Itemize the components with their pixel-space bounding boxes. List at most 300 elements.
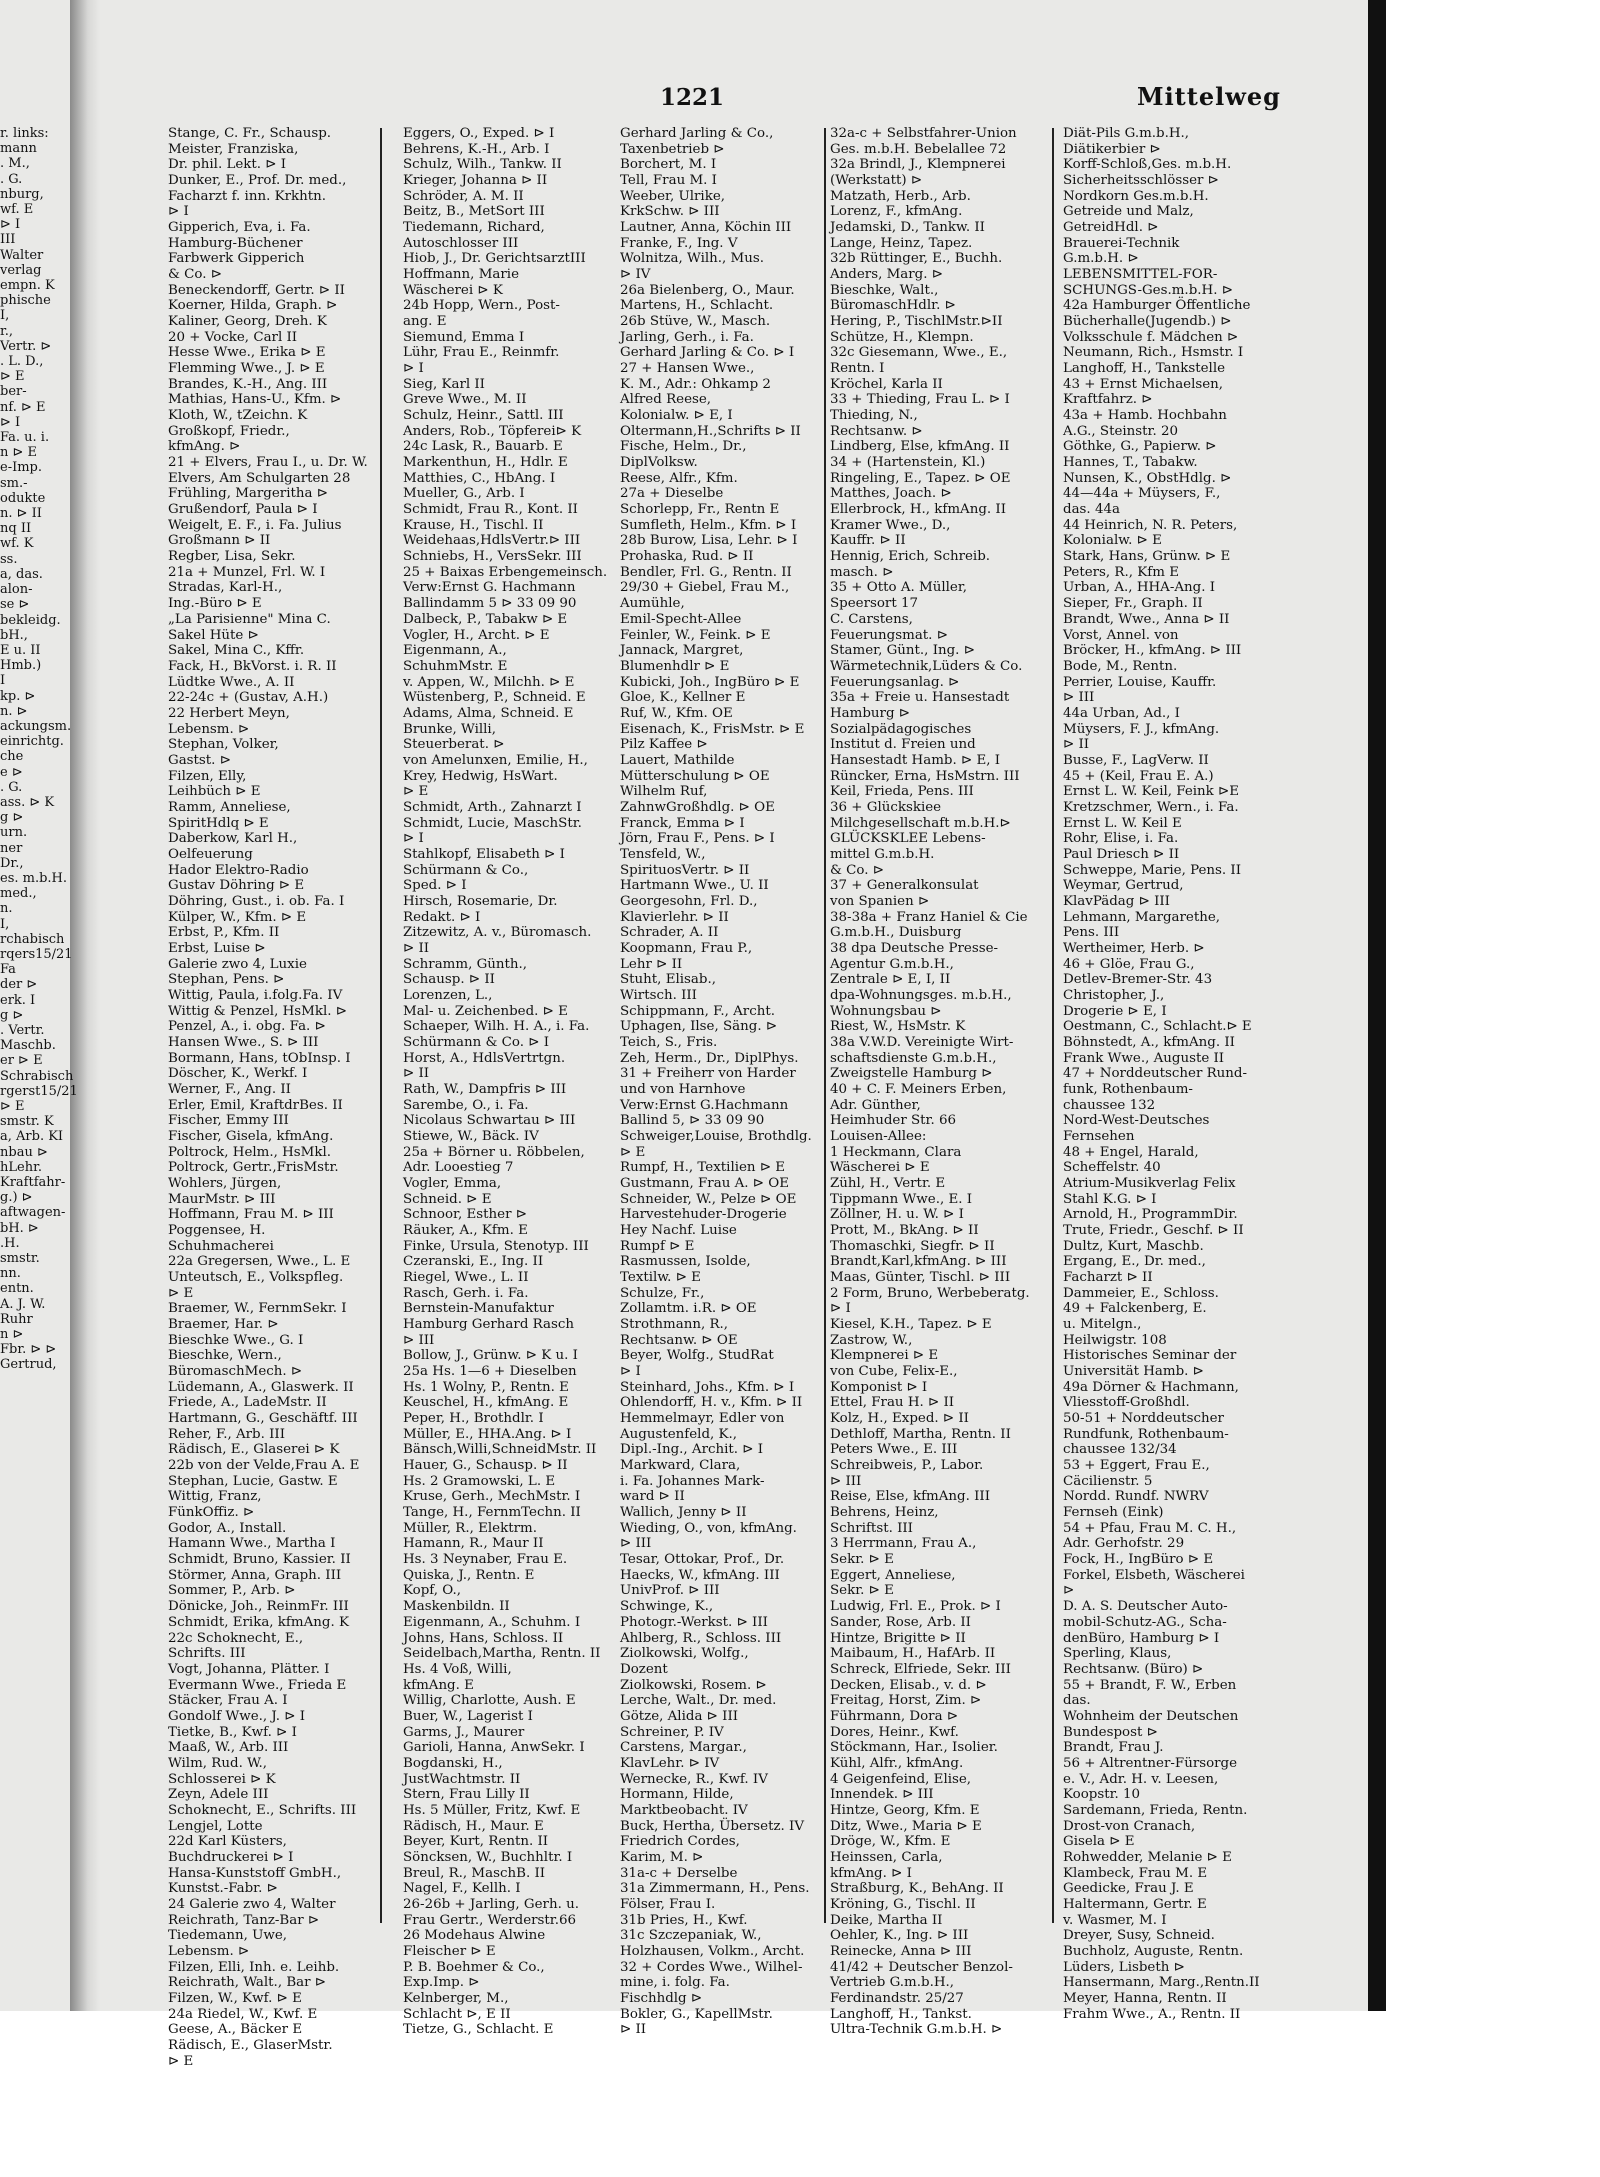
directory-entry-line: 25 + Baixas Erbengemeinsch. (403, 564, 608, 580)
directory-entry-line: Volksschule f. Mädchen ⊳ (1063, 329, 1239, 345)
directory-entry-line: Hs. 3 Neynaber, Frau E. (403, 1552, 568, 1568)
directory-entry-line: nburg, (0, 186, 44, 202)
directory-entry-line: u. Mitelgn., (1063, 1317, 1142, 1333)
directory-entry-line: Dr. phil. Lekt. ⊳ I (168, 157, 287, 173)
directory-entry-line: von Amelunxen, Emilie, H., (403, 752, 588, 768)
directory-entry-line: das. (1063, 1693, 1091, 1709)
directory-entry-line: Emil-Specht-Allee (620, 611, 742, 627)
directory-entry-line: Beyer, Wolfg., StudRat (620, 1348, 774, 1364)
directory-entry-line: Behrens, Heinz, (830, 1505, 939, 1521)
directory-entry-line: A. J. W. (0, 1296, 46, 1312)
directory-entry-line: Borchert, M. I (620, 157, 717, 173)
directory-entry-line: Schmidt, Erika, kfmAng. K (168, 1614, 349, 1630)
directory-entry-line: Zentrale ⊳ E, I, II (830, 972, 951, 988)
directory-entry-line: Friedrich Cordes, (620, 1834, 740, 1850)
directory-entry-line: Holzhausen, Volkm., Archt. (620, 1943, 805, 1959)
directory-entry-line: sm.- (0, 475, 28, 491)
directory-entry-line: Schrifts. III (168, 1646, 246, 1662)
directory-entry-line: Rumpf ⊳ E (620, 1238, 695, 1254)
directory-entry-line: Steinhard, Johs., Kfm. ⊳ I (620, 1379, 795, 1395)
directory-entry-line: g ⊳ (0, 810, 24, 826)
directory-entry-line: e-Imp. (0, 460, 43, 476)
directory-entry-line: Peper, H., Brothdlr. I (403, 1411, 544, 1427)
directory-entry-line: Peters Wwe., E. III (830, 1442, 958, 1458)
directory-entry-line: Brandes, K.-H., Ang. III (168, 376, 328, 392)
directory-entry-line: smstr. (0, 1251, 40, 1267)
directory-entry-line: Göthke, G., Papierw. ⊳ (1063, 439, 1217, 455)
directory-entry-line: Stamer, Günt., Ing. ⊳ (830, 643, 975, 659)
directory-entry-line: Hamann, R., Maur II (403, 1536, 544, 1552)
directory-entry-line: Krey, Hedwig, HsWart. (403, 768, 558, 784)
directory-entry-line: Anders, Rob., Töpferei⊳ K (403, 423, 582, 439)
directory-entry-line: Dröge, W., Kfm. E (830, 1834, 951, 1850)
directory-entry-line: Vogler, H., Archt. ⊳ E (403, 627, 550, 643)
directory-entry-line: Sarembe, O., i. Fa. (403, 1097, 529, 1113)
directory-entry-line: Christopher, J., (1063, 987, 1165, 1003)
directory-entry-line: Schlosserei ⊳ K (168, 1771, 276, 1787)
directory-entry-line: Lehr ⊳ II (620, 956, 683, 972)
directory-entry-line: funk, Rothenbaum- (1063, 1081, 1193, 1097)
directory-entry-line: Mathias, Hans-U., Kfm. ⊳ (168, 392, 342, 408)
directory-entry-line: Kröning, G., Tischl. II (830, 1896, 976, 1912)
directory-entry-line: Ruf, W., Kfm. OE (620, 705, 733, 721)
directory-entry-line: Strothmann, R., (620, 1317, 729, 1333)
directory-entry-line: Gustmann, Frau A. ⊳ OE (620, 1176, 789, 1192)
directory-entry-line: Mal- u. Zeichenbed. ⊳ E (403, 1003, 568, 1019)
directory-entry-line: Bode, M., Rentn. (1063, 658, 1178, 674)
directory-entry-line: Heimhuder Str. 66 (830, 1113, 957, 1129)
directory-entry-line: n. ⊳ (0, 703, 28, 719)
directory-entry-line: Kunstst.-Fabr. ⊳ (168, 1881, 278, 1897)
directory-entry-line: Sieg, Karl II (403, 376, 485, 392)
directory-entry-line: Georgesohn, Frl. D., (620, 893, 758, 909)
directory-entry-line: Böhnstedt, A., kfmAng. II (1063, 1034, 1235, 1050)
directory-entry-line: Nordd. Rundf. NWRV (1063, 1489, 1209, 1505)
directory-entry-line: Milchgesellschaft m.b.H.⊳ (830, 815, 1011, 831)
directory-entry-line: 31 + Freiherr von Harder (620, 1066, 796, 1082)
directory-entry-line: Reher, F., Arb. III (168, 1426, 285, 1442)
directory-entry-line: Wernecke, R., Kwf. IV (620, 1771, 768, 1787)
directory-entry-line: Hs. 1 Wolny, P., Rentn. E (403, 1379, 569, 1395)
directory-entry-line: Filzen, Elly, (168, 768, 247, 784)
directory-entry-line: Schlacht ⊳, E II (403, 2006, 511, 2022)
directory-entry-line: Harvestehuder-Drogerie (620, 1207, 787, 1223)
directory-entry-line: 24c Lask, R., Bauarb. E (403, 439, 563, 455)
directory-entry-line: Buchdruckerei ⊳ I (168, 1849, 294, 1865)
directory-entry-line: Uphagen, Ilse, Säng. ⊳ (620, 1019, 778, 1035)
directory-entry-line: GLÜCKSKLEE Lebens- (830, 831, 986, 847)
directory-entry-line: n ⊳ E (0, 445, 38, 461)
directory-entry-line: Koopmann, Frau P., (620, 940, 753, 956)
directory-entry-line: Fischer, Emmy III (168, 1113, 289, 1129)
directory-entry-line: Blumenhdlr ⊳ E (620, 658, 730, 674)
directory-entry-line: Matzath, Herb., Arb. (830, 188, 971, 204)
directory-entry-line: Hansa-Kunststoff GmbH., (168, 1865, 342, 1881)
directory-entry-line: Ohlendorff, H. v., Kfm. ⊳ II (620, 1395, 803, 1411)
directory-entry-line: Teich, S., Fris. (620, 1034, 718, 1050)
directory-entry-line: Fische, Helm., Dr., (620, 439, 747, 455)
directory-entry-line: Erbst, Luise ⊳ (168, 940, 266, 956)
directory-entry-line: 43a + Hamb. Hochbahn (1063, 408, 1227, 424)
directory-entry-line: Schausp. ⊳ II (403, 972, 495, 988)
directory-entry-line: Redakt. ⊳ I (403, 909, 481, 925)
directory-entry-line: Taxenbetrieb ⊳ (620, 141, 725, 157)
directory-entry-line: Feuerungsmat. ⊳ (830, 627, 948, 643)
directory-entry-line: Gerhard Jarling & Co., (620, 126, 774, 141)
column-divider (824, 128, 826, 1923)
directory-entry-line: Matthes, Joach. ⊳ (830, 486, 952, 502)
directory-entry-line: aftwagen- (0, 1205, 66, 1221)
directory-entry-line: Innendek. ⊳ III (830, 1787, 934, 1803)
directory-entry-line: 21a + Munzel, Frl. W. I (168, 564, 326, 580)
directory-entry-line: Nordkorn Ges.m.b.H. (1063, 188, 1209, 204)
directory-entry-line: 32a Brindl, J., Klempnerei (830, 157, 1006, 173)
directory-entry-line: Fernsehen (1063, 1129, 1135, 1144)
directory-entry-line: Dipl.-Ing., Archit. ⊳ I (620, 1442, 764, 1458)
directory-entry-line: ⊳ I (620, 1364, 641, 1380)
directory-entry-line: Ziolkowski, Wolfg., (620, 1646, 749, 1662)
directory-entry-line: Franke, F., Ing. V (620, 235, 738, 251)
directory-entry-line: Adr. Looestieg 7 (403, 1160, 514, 1176)
directory-entry-line: Nicolaus Schwartau ⊳ III (403, 1113, 576, 1129)
directory-entry-line: Poltrock, Helm., HsMkl. (168, 1144, 332, 1160)
directory-entry-line: Schrader, A. II (620, 925, 719, 941)
directory-entry-line: 22-24c + (Gustav, A.H.) (168, 690, 329, 706)
directory-entry-line: Kelnberger, M., (403, 1990, 509, 2006)
directory-entry-line: 44—44a + Müysers, F., (1063, 486, 1221, 502)
directory-entry-line: Facharzt ⊳ II (1063, 1270, 1153, 1286)
directory-entry-line: Diätikerbier ⊳ (1063, 141, 1161, 157)
directory-entry-line: 31a-c + Derselbe (620, 1865, 738, 1881)
directory-entry-line: r. links: (0, 126, 49, 141)
directory-entry-line: Sperling, Klaus, (1063, 1646, 1172, 1662)
directory-entry-line: Vertr. ⊳ (0, 338, 52, 354)
directory-entry-line: Rasmussen, Isolde, (620, 1254, 751, 1270)
directory-entry-line: Buer, W., Lagerist I (403, 1708, 533, 1724)
directory-entry-line: Müller, R., Elektrm. (403, 1520, 537, 1536)
directory-entry-line: Bücherhalle(Jugendb.) ⊳ (1063, 314, 1232, 330)
directory-entry-line: Sicherheitsschlösser ⊳ (1063, 173, 1219, 189)
directory-entry-line: Ultra-Technik G.m.b.H. ⊳ (830, 2022, 1003, 2038)
directory-entry-line: Dozent (620, 1661, 668, 1677)
directory-entry-line: KlavLehr. ⊳ IV (620, 1755, 720, 1771)
directory-entry-line: Lebensm. ⊳ (168, 721, 250, 737)
directory-entry-line: ⊳ I (0, 217, 21, 233)
directory-entry-line: FünkOffiz. ⊳ (168, 1505, 255, 1521)
directory-entry-line: Götze, Alida ⊳ III (620, 1708, 739, 1724)
directory-entry-line: Greve Wwe., M. II (403, 392, 527, 408)
directory-entry-line: JustWachtmstr. II (403, 1771, 521, 1787)
directory-entry-line: ZahnwGroßhdlg. ⊳ OE (620, 799, 775, 815)
directory-entry-line: Kolonialw. ⊳ E (1063, 533, 1162, 549)
directory-entry-line: Sieper, Fr., Graph. II (1063, 596, 1203, 612)
directory-entry-line: Jedamski, D., Tankw. II (830, 220, 985, 236)
directory-entry-line: Schweiger,Louise, Brothdlg. (620, 1129, 812, 1144)
directory-entry-line: Ballindamm 5 ⊳ 33 09 90 (403, 596, 577, 612)
directory-entry-line: Johns, Hans, Schloss. II (403, 1630, 564, 1646)
directory-entry-line: Wohnheim der Deutschen (1063, 1708, 1239, 1724)
directory-entry-line: Matthies, C., HbAng. I (403, 470, 556, 486)
directory-entry-line: Dalbeck, P., Tabakw ⊳ E (403, 611, 568, 627)
directory-entry-line: Hamann Wwe., Martha I (168, 1536, 336, 1552)
directory-entry-line: Adr. Gerhofstr. 29 (1063, 1536, 1185, 1552)
directory-entry-line: Langhoff, H., Tankstelle (1063, 361, 1226, 377)
directory-entry-line: Gertrud, (0, 1357, 57, 1373)
directory-entry-line: Ferdinandstr. 25/27 (830, 1990, 964, 2006)
directory-entry-line: Universität Hamb. ⊳ (1063, 1364, 1204, 1380)
directory-entry-line: e. V., Adr. H. v. Leesen, (1063, 1771, 1219, 1787)
directory-entry-line: Lindberg, Else, kfmAng. II (830, 439, 1010, 455)
directory-entry-line: Stuht, Elisab., (620, 972, 716, 988)
directory-entry-line: Krieger, Johanna ⊳ II (403, 173, 548, 189)
directory-entry-line: Fbr. ⊳ ⊳ (0, 1342, 57, 1358)
directory-entry-line: Oehler, K., Ing. ⊳ III (830, 1928, 969, 1944)
directory-entry-line: Atrium-Musikverlag Felix (1063, 1176, 1236, 1192)
directory-entry-line: Stäcker, Frau A. I (168, 1693, 288, 1709)
directory-entry-line: Gondolf Wwe., J. ⊳ I (168, 1708, 306, 1724)
directory-entry-line: Schoknecht, E., Schrifts. III (168, 1802, 357, 1818)
column-divider (1052, 128, 1054, 1923)
directory-entry-line: Tell, Frau M. I (620, 173, 717, 189)
directory-entry-line: G.m.b.H., Duisburg (830, 925, 962, 941)
directory-entry-line: i. Fa. Johannes Mark- (620, 1473, 765, 1489)
directory-entry-line: Haecks, W., kfmAng. III (620, 1567, 780, 1583)
directory-entry-line: Kloth, W., tZeichn. K (168, 408, 308, 424)
directory-entry-line: Wäscherei ⊳ E (830, 1160, 930, 1176)
directory-entry-line: a, Arb. KI (0, 1129, 64, 1145)
directory-entry-line: chaussee 132/34 (1063, 1442, 1177, 1458)
directory-entry-line: Schulz, Wilh., Tankw. II (403, 157, 562, 173)
directory-entry-line: Kopf, O., (403, 1583, 461, 1599)
directory-entry-line: Schürmann & Co., (403, 862, 529, 878)
directory-entry-line: Feinler, W., Feink. ⊳ E (620, 627, 771, 643)
directory-entry-line: Leihbüch ⊳ E (168, 784, 261, 800)
directory-entry-line: Prohaska, Rud. ⊳ II (620, 549, 754, 565)
directory-entry-line: C. Carstens, (830, 611, 913, 627)
directory-entry-line: Tietke, B., Kwf. ⊳ I (168, 1724, 297, 1740)
directory-entry-line: Hoffmann, Frau M. ⊳ III (168, 1207, 334, 1223)
directory-entry-line: 47 + Norddeutscher Rund- (1063, 1066, 1248, 1082)
directory-entry-line: 44a Urban, Ad., I (1063, 705, 1180, 721)
directory-entry-line: Forkel, Elsbeth, Wäscherei (1063, 1567, 1245, 1583)
directory-entry-line: n. ⊳ II (0, 506, 42, 522)
directory-entry-line: Fleischer ⊳ E (403, 1943, 496, 1959)
directory-entry-line: Schorlepp, Fr., Rentn E (620, 502, 780, 518)
directory-entry-line: Bieschke, Walt., (830, 282, 939, 298)
directory-entry-line: Ettel, Frau H. ⊳ II (830, 1395, 955, 1411)
directory-entry-line: Karim, M. ⊳ (620, 1849, 704, 1865)
directory-entry-line: verlag (0, 262, 42, 278)
directory-entry-line: Photogr.-Werkst. ⊳ III (620, 1614, 768, 1630)
directory-entry-line: Klempnerei ⊳ E (830, 1348, 939, 1364)
page-edge-border (1368, 0, 1386, 2011)
directory-entry-line: Elvers, Am Schulgarten 28 (168, 470, 351, 486)
directory-entry-line: Beitz, B., MetSort III (403, 204, 545, 220)
directory-entry-line: Deike, Martha II (830, 1912, 943, 1928)
directory-entry-line: Hormann, Hilde, (620, 1787, 734, 1803)
directory-entry-line: I, (0, 916, 10, 932)
directory-entry-line: SpiritHdlq ⊳ E (168, 815, 269, 831)
directory-entry-line: Markenthun, H., Hdlr. E (403, 455, 568, 471)
directory-entry-line: v. Wasmer, M. I (1063, 1912, 1167, 1928)
directory-entry-line: Rädisch, E., GlaserMstr. (168, 2037, 333, 2053)
directory-entry-line: ber- (0, 384, 27, 400)
directory-entry-line: Rädisch, H., Maur. E (403, 1818, 544, 1834)
directory-entry-line: I, (0, 308, 10, 324)
directory-entry-line: 38-38a + Franz Haniel & Cie (830, 909, 1028, 925)
directory-entry-line: Tange, H., FernmTechn. II (403, 1505, 581, 1521)
column-5 (1063, 126, 1285, 2022)
directory-entry-line: ⊳ II (1063, 737, 1090, 753)
directory-entry-line: 21 + Elvers, Frau I., u. Dr. W. (168, 455, 368, 471)
directory-entry-line: Frühling, Margeritha ⊳ (168, 486, 328, 502)
directory-entry-line: Ergang, E., Dr. med., (1063, 1254, 1206, 1270)
directory-entry-line: Vogler, Emma, (403, 1176, 502, 1192)
directory-entry-line: KlavPädag ⊳ III (1063, 893, 1170, 909)
directory-entry-line: Wäscherei ⊳ K (403, 282, 503, 298)
directory-entry-line: ⊳ I (403, 361, 424, 377)
directory-entry-line: Schmidt, Frau R., Kont. II (403, 502, 578, 518)
directory-entry-line: Bänsch,Willi,SchneidMstr. II (403, 1442, 597, 1458)
directory-entry-line: Sozialpädagogisches (830, 721, 972, 737)
directory-entry-line: Schreck, Elfriede, Sekr. III (830, 1661, 1011, 1677)
directory-entry-line: Heinssen, Carla, (830, 1849, 943, 1865)
directory-entry-line: Ringeling, E., Tapez. ⊳ OE (830, 470, 1011, 486)
directory-entry-line: Fock, H., IngBüro ⊳ E (1063, 1552, 1214, 1568)
directory-entry-line: Reise, Else, kfmAng. III (830, 1489, 990, 1505)
directory-entry-line: Zühl, H., Vertr. E (830, 1176, 946, 1192)
directory-entry-line: Sped. ⊳ I (403, 878, 467, 894)
directory-entry-line: ⊳ E (0, 369, 25, 385)
directory-entry-line: Fölser, Frau I. (620, 1896, 716, 1912)
directory-entry-line: Wilhelm Ruf, (620, 784, 708, 800)
directory-entry-line: Zitzewitz, A. v., Büromasch. (403, 925, 592, 941)
directory-entry-line: Lüders, Lisbeth ⊳ (1063, 1959, 1185, 1975)
directory-entry-line: Bundespost ⊳ (1063, 1724, 1158, 1740)
directory-entry-line: denBüro, Hamburg ⊳ I (1063, 1630, 1220, 1646)
directory-entry-line: Erler, Emil, KraftdrBes. II (168, 1097, 343, 1113)
directory-entry-line: Schreiner, P. IV (620, 1724, 724, 1740)
directory-entry-line: Maaß, W., Arb. III (168, 1740, 289, 1756)
directory-entry-line: Koopstr. 10 (1063, 1787, 1141, 1803)
directory-entry-line: v. Appen, W., Milchh. ⊳ E (403, 674, 575, 690)
directory-entry-line: Wittig & Penzel, HsMkl. ⊳ (168, 1003, 347, 1019)
directory-entry-line: Zeh, Herm., Dr., DiplPhys. (620, 1050, 799, 1066)
directory-entry-line: Fischhdlg ⊳ (620, 1990, 703, 2006)
directory-entry-line: Hansen Wwe., S. ⊳ III (168, 1034, 319, 1050)
directory-entry-line: 32a-c + Selbstfahrer-Union (830, 126, 1017, 141)
directory-entry-line: Decken, Elisab., v. d. ⊳ (830, 1677, 987, 1693)
directory-entry-line: Brauerei-Technik (1063, 235, 1180, 251)
directory-entry-line: Ruhr (0, 1311, 33, 1327)
directory-entry-line: 32c Giesemann, Wwe., E., (830, 345, 1008, 361)
directory-entry-line: Söncksen, W., Buchhltr. I (403, 1849, 573, 1865)
directory-entry-line: Führmann, Dora ⊳ (830, 1708, 959, 1724)
directory-entry-line: 25a + Börner u. Röbbelen, (403, 1144, 585, 1160)
directory-entry-line: Stiewe, W., Bäck. IV (403, 1129, 539, 1144)
directory-entry-line: Maas, Günter, Tischl. ⊳ III (830, 1270, 1011, 1286)
directory-entry-line: Bokler, G., KapellMstr. (620, 2006, 773, 2022)
directory-entry-line: Prott, M., BkAng. ⊳ II (830, 1223, 979, 1239)
directory-entry-line: ⊳ I (0, 414, 21, 430)
directory-entry-line: ass. ⊳ K (0, 794, 55, 810)
directory-entry-line: E u. II (0, 642, 41, 658)
directory-entry-line: BüromaschHdlr. ⊳ (830, 298, 956, 314)
directory-entry-line: 43 + Ernst Michaelsen, (1063, 376, 1224, 392)
directory-entry-line: bH. ⊳ (0, 1220, 39, 1236)
directory-entry-line: Ditz, Wwe., Maria ⊳ E (830, 1818, 982, 1834)
directory-entry-line: Wärmetechnik,Lüders & Co. (830, 658, 1023, 674)
directory-entry-line: Stradas, Karl-H., (168, 580, 283, 596)
directory-entry-line: Dammeier, E., Schloss. (1063, 1285, 1219, 1301)
directory-entry-line: Kühl, Alfr., kfmAng. (830, 1755, 964, 1771)
directory-entry-line: dpa-Wohnungsges. m.b.H., (830, 987, 1012, 1003)
directory-entry-line: Stange, C. Fr., Schausp. (168, 126, 332, 141)
directory-entry-line: Hamburg Gerhard Rasch (403, 1317, 575, 1333)
directory-entry-line: 24 Galerie zwo 4, Walter (168, 1896, 336, 1912)
directory-entry-line: . M., (0, 156, 30, 172)
column-3 (620, 126, 858, 2038)
directory-entry-line: Vliesstoff-Großhdl. (1063, 1395, 1190, 1411)
directory-entry-line: Langhoff, H., Tankst. (830, 2006, 972, 2022)
directory-entry-line: Schniebs, H., VersSekr. III (403, 549, 582, 565)
directory-entry-line: Schippmann, F., Archt. (620, 1003, 775, 1019)
directory-entry-line: Bieschke Wwe., G. I (168, 1332, 304, 1348)
directory-entry-line: Dönicke, Joh., ReinmFr. III (168, 1599, 349, 1615)
directory-entry-line: (Werkstatt) ⊳ (830, 173, 923, 189)
directory-entry-line: Nord-West-Deutsches (1063, 1113, 1210, 1129)
directory-entry-line: urn. (0, 825, 28, 841)
directory-entry-line: Lerche, Walt., Dr. med. (620, 1693, 777, 1709)
directory-entry-line: 24a Riedel, W., Kwf. E (168, 2006, 318, 2022)
directory-entry-line: 45 + (Keil, Frau E. A.) (1063, 768, 1214, 784)
column-1 (168, 126, 406, 2069)
directory-entry-line: Hemmelmayr, Edler von (620, 1411, 785, 1427)
directory-entry-line: Regber, Lisa, Sekr. (168, 549, 296, 565)
directory-entry-line: Agentur G.m.b.H., (830, 956, 954, 972)
directory-entry-line: Korff-Schloß,Ges. m.b.H. (1063, 157, 1232, 173)
directory-entry-line: Kretzschmer, Wern., i. Fa. (1063, 799, 1239, 815)
directory-entry-line: Koerner, Hilda, Graph. ⊳ (168, 298, 338, 314)
directory-entry-line: Siemund, Emma I (403, 329, 525, 345)
directory-entry-line: Sommer, P., Arb. ⊳ (168, 1583, 296, 1599)
directory-entry-line: Hesse Wwe., Erika ⊳ E (168, 345, 326, 361)
directory-entry-line: hLehr. (0, 1159, 42, 1175)
directory-entry-line: LEBENSMITTEL-FOR- (1063, 267, 1218, 283)
directory-entry-line: Schnoor, Esther ⊳ (403, 1207, 527, 1223)
directory-entry-line: 32b Rüttinger, E., Buchh. (830, 251, 1003, 267)
directory-entry-line: Franck, Emma ⊳ I (620, 815, 745, 831)
directory-entry-line: 22 Herbert Meyn, (168, 705, 290, 721)
directory-entry-line: Wolnitza, Wilh., Mus. (620, 251, 764, 267)
directory-entry-line: Hs. 5 Müller, Fritz, Kwf. E (403, 1802, 581, 1818)
directory-entry-line: 2 Form, Bruno, Werbeberatg. (830, 1285, 1030, 1301)
directory-entry-line: Heilwigstr. 108 (1063, 1332, 1167, 1348)
directory-entry-line: Stephan, Pens. ⊳ (168, 972, 285, 988)
directory-entry-line: Marktbeobacht. IV (620, 1802, 748, 1818)
directory-entry-line: Schulz, Heinr., Sattl. III (403, 408, 564, 424)
directory-entry-line: BüromaschMech. ⊳ (168, 1364, 303, 1380)
directory-entry-line: Dethloff, Martha, Rentn. II (830, 1426, 1011, 1442)
directory-entry-line: P. B. Boehmer & Co., (403, 1959, 545, 1975)
directory-entry-line: Facharzt f. inn. Krkhtn. (168, 188, 327, 204)
directory-entry-line: Trute, Friedr., Geschf. ⊳ II (1063, 1223, 1244, 1239)
directory-entry-line: erk. I (0, 992, 36, 1008)
directory-entry-line: MaurMstr. ⊳ III (168, 1191, 276, 1207)
directory-entry-line: Markward, Clara, (620, 1458, 741, 1474)
directory-entry-line: Vorst, Annel. von (1063, 627, 1179, 643)
directory-entry-line: ⊳ E (168, 1285, 194, 1301)
